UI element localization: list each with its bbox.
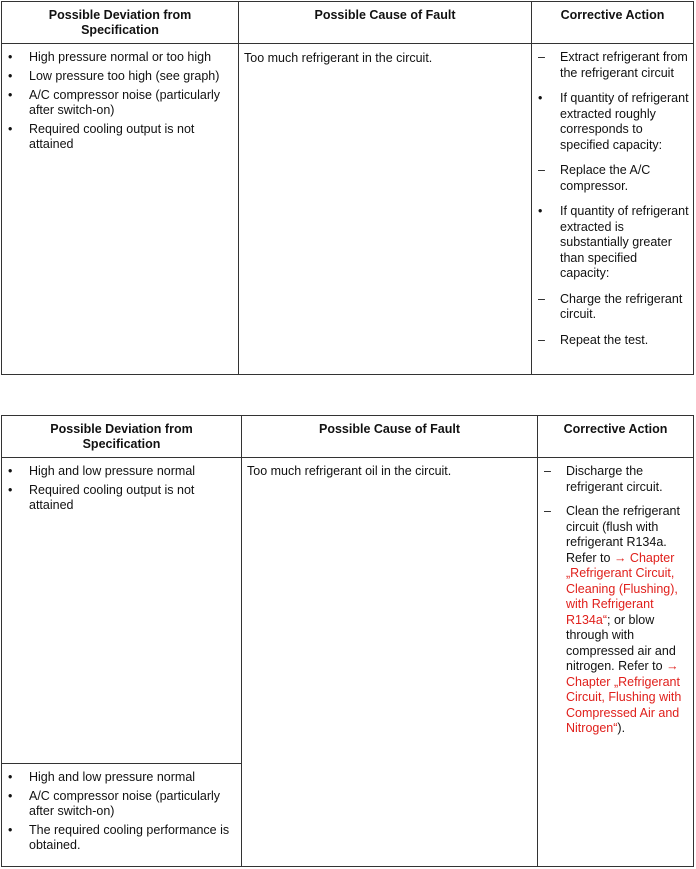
list-item-text: Required cooling output is not attained [29,483,195,512]
list-item [8,122,234,152]
bullet-marker: • [8,770,13,784]
bullet-marker: • [8,789,13,803]
dash-marker: – [544,464,551,478]
deviation-cell-b [2,764,242,867]
diagnosis-table-2 [1,415,694,867]
diagnosis-table-1 [1,1,694,375]
list-item-text: Extract refrigerant from the refrigerant circuit [560,50,688,80]
cause-cell [239,44,532,375]
action-cell [538,458,694,867]
list-item [8,88,234,118]
dash-marker: – [538,50,545,64]
deviation-list [2,458,241,521]
deviation-cell [2,44,239,375]
list-item-text: Required cooling output is not attained [29,122,195,151]
list-item [8,789,237,819]
header-cause: Possible Cause of Fault [239,2,532,44]
deviation-list [2,764,241,861]
action-item [538,204,689,282]
dash-marker: – [538,332,545,347]
list-item [8,823,237,853]
list-item [8,770,237,785]
cause-cell [242,458,538,867]
bullet-marker: • [8,122,13,136]
list-item-text: High pressure normal or too high [29,50,212,64]
list-item-text: A/C compressor noise (particularly after switch-on) [29,88,221,117]
list-item-text: If quantity of refrigerant extracted roughly corresponds to specified capacity: [560,91,689,152]
action-item [544,504,689,737]
dash-marker: – [538,291,545,306]
dash-marker: – [544,504,551,518]
list-item [8,464,237,479]
chapter-link-flushing-r134a[interactable]: → Chapter „Refrigerant Circuit, Cleaning (Flushing), with Refrigerant R134a“ [566,550,678,627]
deviation-cell-a [2,458,242,764]
action-list [532,44,693,348]
list-item-text: Replace the A/C compressor. [560,163,651,193]
list-item-text: High and low pressure normal [29,464,196,478]
bullet-marker: • [8,88,13,102]
bullet-marker: • [8,483,13,497]
action-item [538,292,689,323]
list-item-text: The required cooling performance is obtained. [29,823,230,852]
header-cause: Possible Cause of Fault [242,416,538,458]
action-item [544,464,689,495]
bullet-marker: • [8,50,13,64]
dash-marker: – [538,163,545,177]
action-item [538,333,689,349]
bullet-marker: • [8,464,13,478]
bullet-marker: • [8,69,13,83]
cause-text: Too much refrigerant oil in the circuit. [247,464,452,478]
list-item-text: If quantity of refrigerant extracted is substantially greater than specified capacity: [560,204,689,280]
bullet-marker: • [538,204,543,218]
list-item-text: Charge the refrigerant circuit. [560,291,683,321]
action-item [538,91,689,153]
list-item [8,50,234,65]
bullet-marker: • [538,91,543,105]
list-item [8,69,234,84]
chapter-link-flushing-air-nitrogen[interactable]: → Chapter „Refrigerant Circuit, Flushing with Compressed Air and Nitrogen“ [566,659,682,735]
deviation-list [2,44,238,160]
header-deviation: Possible Deviation from Specification [2,2,239,44]
list-item-text: Low pressure too high (see graph) [29,69,220,83]
header-action: Corrective Action [532,2,694,44]
action-item [538,50,689,81]
bullet-marker: • [8,823,13,837]
header-deviation: Possible Deviation from Specification [2,416,242,458]
action-text: Discharge the refrigerant circuit. [566,464,663,494]
action-item [538,163,689,194]
list-item-text: Repeat the test. [560,332,649,347]
action-cell [532,44,694,375]
action-text: ). [617,721,626,735]
list-item-text: High and low pressure normal [29,770,196,784]
action-text: ; or blow through with compressed air and nitrogen. Refer to [566,612,676,673]
action-list [538,458,693,737]
action-text: Clean the refrigerant circuit (flush with refrigerant R134a. Refer to [566,504,680,565]
list-item [8,483,237,513]
header-action: Corrective Action [538,416,694,458]
list-item-text: A/C compressor noise (particularly after switch-on) [29,789,221,818]
cause-text: Too much refrigerant in the circuit. [244,51,433,65]
